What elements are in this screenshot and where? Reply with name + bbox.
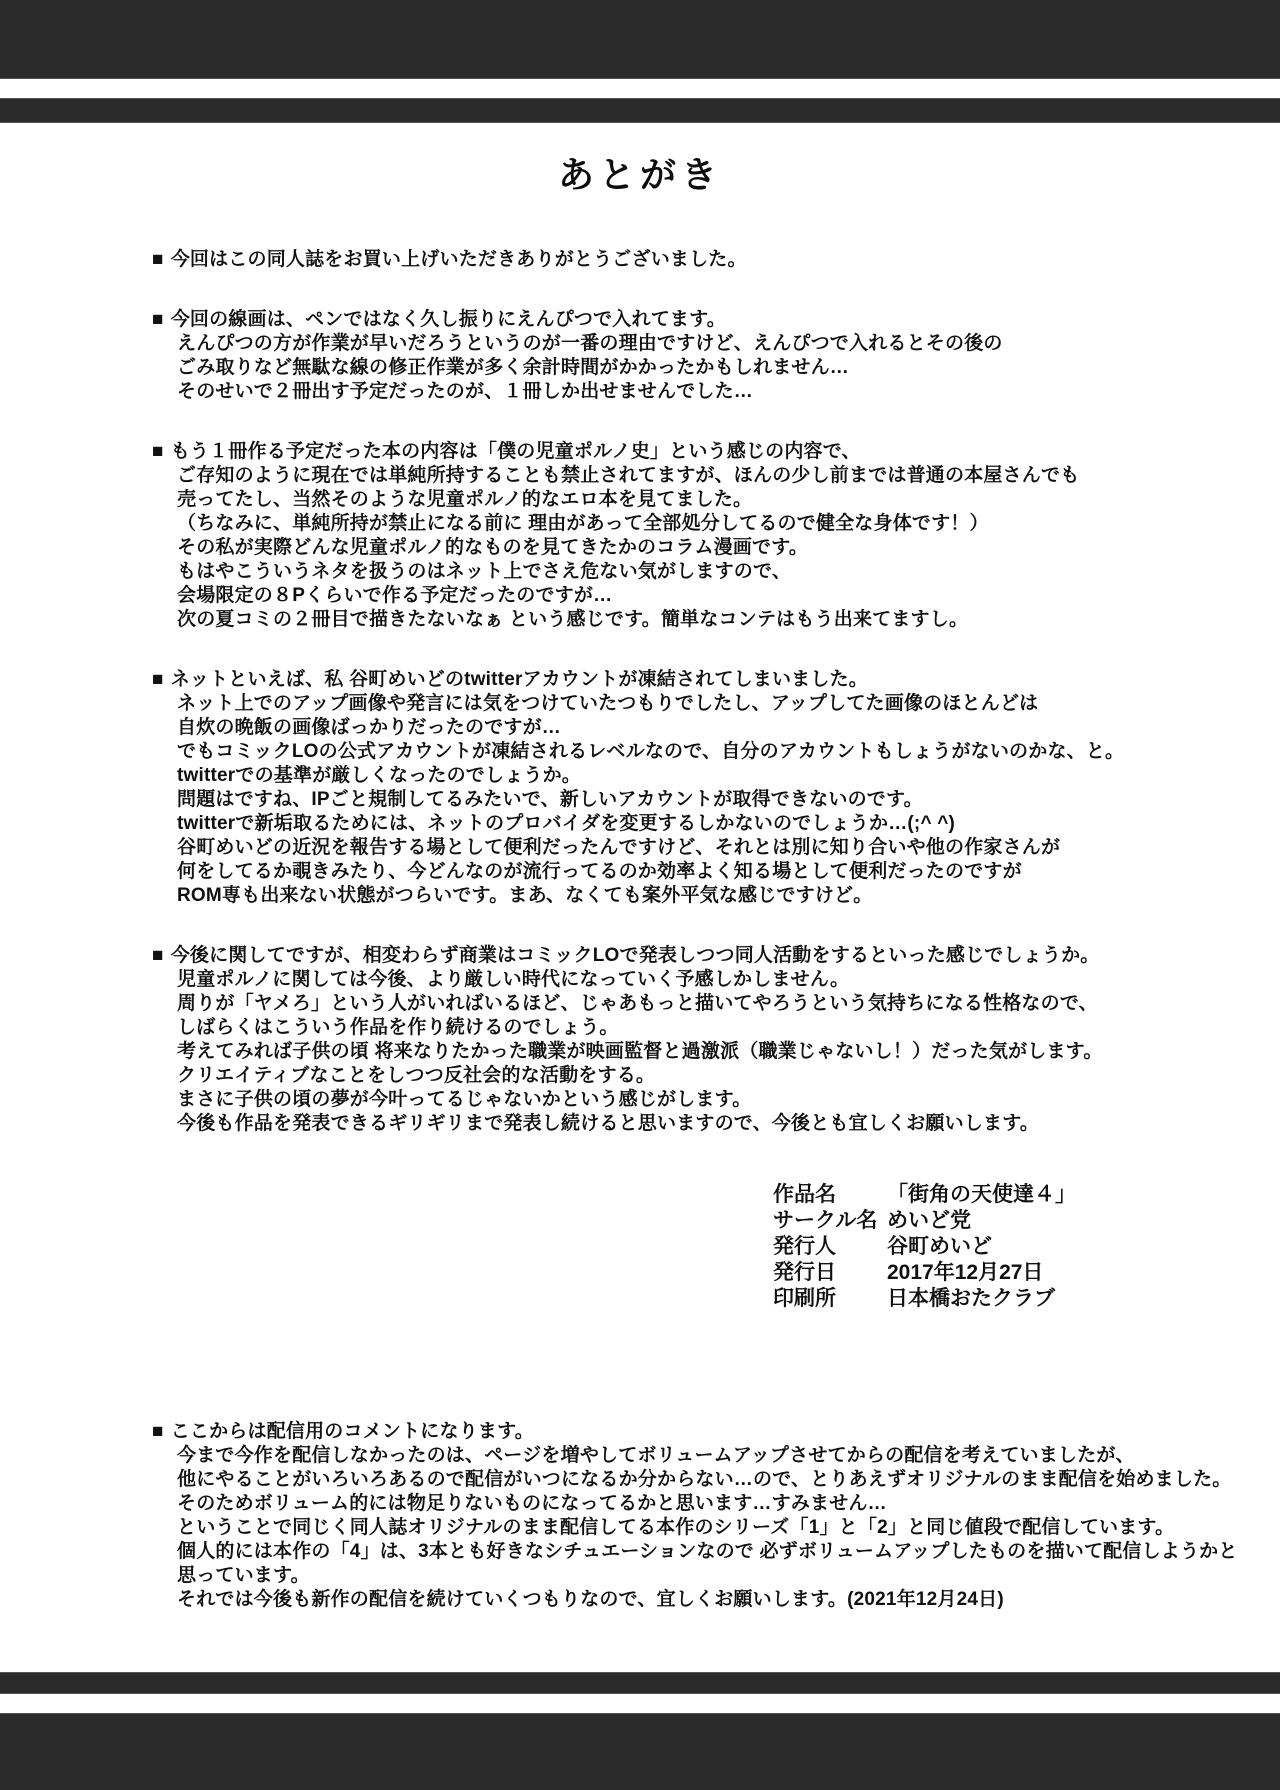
colophon-label: 発行人 — [773, 1235, 836, 1258]
paragraph-line: まさに子供の頃の夢が今叶ってるじゃないかという感じがします。 — [177, 1089, 752, 1110]
paragraph-line — [152, 944, 1260, 968]
paragraph-text: もう１冊作る予定だった本の内容は「僕の児童ポルノ史」という感じの内容で、 — [170, 441, 861, 462]
paragraph-line: そのせいで２冊出す予定だったのが、１冊しか出せませんでした… — [177, 381, 754, 402]
paragraph-line: その私が実際どんな児童ポルノ的なものを見てきたかのコラム漫画です。 — [177, 537, 809, 558]
bullet-marker: ■ — [152, 945, 164, 966]
paragraph-line: もはやこういうネタを扱うのはネット上でさえ危ない気がしますので、 — [177, 561, 792, 582]
paragraph — [152, 308, 1260, 404]
paragraph-line: ごみ取りなど無駄な線の修正作業が多く余計時間がかかったかもしれません… — [177, 357, 850, 378]
paragraph-line: でもコミックLOの公式アカウントが凍結されるレベルなので、自分のアカウントもしょうがないのかな、と。 — [177, 741, 1125, 762]
colophon-row — [773, 1182, 1280, 1208]
colophon-label: 発行日 — [773, 1261, 836, 1284]
paragraph-line: それでは今後も新作の配信を続けていくつもりなので、宜しくお願いします。(2021年12月24日) — [177, 1589, 1004, 1610]
bullet-marker: ■ — [152, 441, 164, 462]
paragraph-line — [152, 308, 1260, 332]
body-paragraphs — [152, 248, 1260, 1136]
paragraph-line: 谷町めいどの近況を報告する場として便利だったんですけど、それとは別に知り合いや他の作家さんが — [177, 837, 1061, 858]
paragraph — [152, 440, 1260, 632]
footer-paragraph — [152, 1420, 1260, 1612]
colophon-row — [773, 1260, 1280, 1286]
colophon-label: 作品名 — [773, 1183, 836, 1206]
colophon-value: めいど党 — [887, 1209, 971, 1232]
paragraph-line: そのためボリューム的には物足りないものになってるかと思います…すみません… — [177, 1493, 887, 1514]
paragraph — [152, 944, 1260, 1136]
colophon-value: 日本橋おたクラブ — [887, 1287, 1055, 1310]
paragraph-line — [152, 668, 1260, 692]
paragraph-line: 周りが「ヤメろ」という人がいればいるほど、じゃあもっと描いてやろうという気持ちになる性格なので、 — [177, 993, 1098, 1014]
paragraph-line: 何をしてるか覗きみたり、今どんなのが流行ってるのか効率よく知る場として便利だったのですが — [177, 861, 1022, 882]
paragraph — [152, 248, 1260, 272]
paragraph-line: 売ってたし、当然そのような児童ポルノ的なエロ本を見てました。 — [177, 489, 753, 510]
paragraph — [152, 668, 1260, 908]
paragraph-line — [152, 440, 1260, 464]
bottom-bar-secondary — [0, 1672, 1280, 1694]
paragraph-line: 考えてみれば子供の頃 将来なりたかった職業が映画監督と過激派（職業じゃないし！）だった気がします。 — [177, 1041, 1103, 1062]
paragraph-line: 今後も作品を発表できるギリギリまで発表し続けると思いますので、今後とも宜しくお願いします。 — [177, 1113, 1040, 1134]
paragraph-text: ネットといえば、私 谷町めいどのtwitterアカウントが凍結されてしまいました。 — [170, 669, 868, 690]
paragraph-line: twitterで新垢取るためには、ネットのプロバイダを変更するしかないのでしょうか…(;^ ^) — [177, 813, 956, 834]
paragraph-text: ここからは配信用のコメントになります。 — [170, 1421, 534, 1442]
paragraph-line: 思っています。 — [177, 1565, 310, 1586]
paragraph-line: ネット上でのアップ画像や発言には気をつけていたつもりでしたし、アップしてた画像のほとんどは — [177, 693, 1039, 714]
bullet-marker: ■ — [152, 309, 164, 330]
colophon-value: 「街角の天使達４」 — [887, 1183, 1076, 1206]
paragraph-text: 今後に関してですが、相変わらず商業はコミックLOで発表しつつ同人活動をするといった感じでしょうか。 — [170, 945, 1100, 966]
bullet-marker: ■ — [152, 249, 164, 270]
paragraph-line: クリエイティブなことをしつつ反社会的な活動をする。 — [177, 1065, 656, 1086]
paragraph-line: ご存知のように現在では単純所持することも禁止されてますが、ほんの少し前までは普通の本屋さんでも — [177, 465, 1080, 486]
paragraph-line: 会場限定の８Pくらいで作る予定だったのですが… — [177, 585, 613, 606]
paragraph-line: ROM専も出来ない状態がつらいです。まあ、なくても案外平気な感じですけど。 — [177, 885, 873, 906]
colophon-row — [773, 1234, 1280, 1260]
paragraph-line — [152, 1420, 1260, 1444]
paragraph-line: 今まで今作を配信しなかったのは、ページを増やしてボリュームアップさせてからの配信を考えていましたが、 — [177, 1445, 1135, 1466]
colophon-label: 印刷所 — [773, 1287, 836, 1310]
paragraph-line: （ちなみに、単純所持が禁止になる前に 理由があって全部処分してるので健全な身体です！） — [177, 513, 989, 534]
paragraph-line: えんぴつの方が作業が早いだろうというのが一番の理由ですけど、えんぴつで入れるとその後の — [177, 333, 1003, 354]
paragraph-line — [152, 248, 1260, 272]
paragraph-line: 次の夏コミの２冊目で描きたないなぁ という感じです。簡単なコンテはもう出来てますし。 — [177, 609, 969, 630]
colophon-row — [773, 1208, 1280, 1234]
paragraph-line: しばらくはこういう作品を作り続けるのでしょう。 — [177, 1017, 619, 1038]
colophon-value: 2017年12月27日 — [887, 1261, 1044, 1284]
colophon — [773, 1182, 1280, 1312]
paragraph-line: 児童ポルノに関しては今後、より厳しい時代になっていく予感しかしません。 — [177, 969, 850, 990]
colophon-value: 谷町めいど — [887, 1235, 992, 1258]
colophon-label: サークル名 — [773, 1209, 878, 1232]
paragraph-line: 他にやることがいろいろあるので配信がいつになるか分からない…ので、とりあえずオリジナルのまま配信を始めました。 — [177, 1469, 1232, 1490]
bottom-bar-primary — [0, 1713, 1280, 1790]
page-title: あとがき — [557, 154, 722, 195]
paragraph-line: 個人的には本作の「4」は、3本とも好きなシチュエーションなので 必ずボリュームアップしたものを描いて配信しようかと — [177, 1541, 1238, 1562]
bullet-marker: ■ — [152, 1421, 164, 1442]
paragraph-line: 問題はですね、IPごと規制してるみたいで、新しいアカウントが取得できないのです。 — [177, 789, 923, 810]
colophon-row — [773, 1286, 1280, 1312]
paragraph-line: 自炊の晩飯の画像ばっかりだったのですが… — [177, 717, 562, 738]
bullet-marker: ■ — [152, 669, 164, 690]
paragraph-line: ということで同じく同人誌オリジナルのまま配信してる本作のシリーズ「1」と「2」と同じ値段で配信しています。 — [177, 1517, 1175, 1538]
paragraph-text: 今回はこの同人誌をお買い上げいただきありがとうございました。 — [170, 249, 747, 270]
paragraph-text: 今回の線画は、ペンではなく久し振りにえんぴつで入れてます。 — [170, 309, 726, 330]
paragraph — [152, 1420, 1260, 1612]
paragraph-line: twitterでの基準が厳しくなったのでしょうか。 — [177, 765, 582, 786]
